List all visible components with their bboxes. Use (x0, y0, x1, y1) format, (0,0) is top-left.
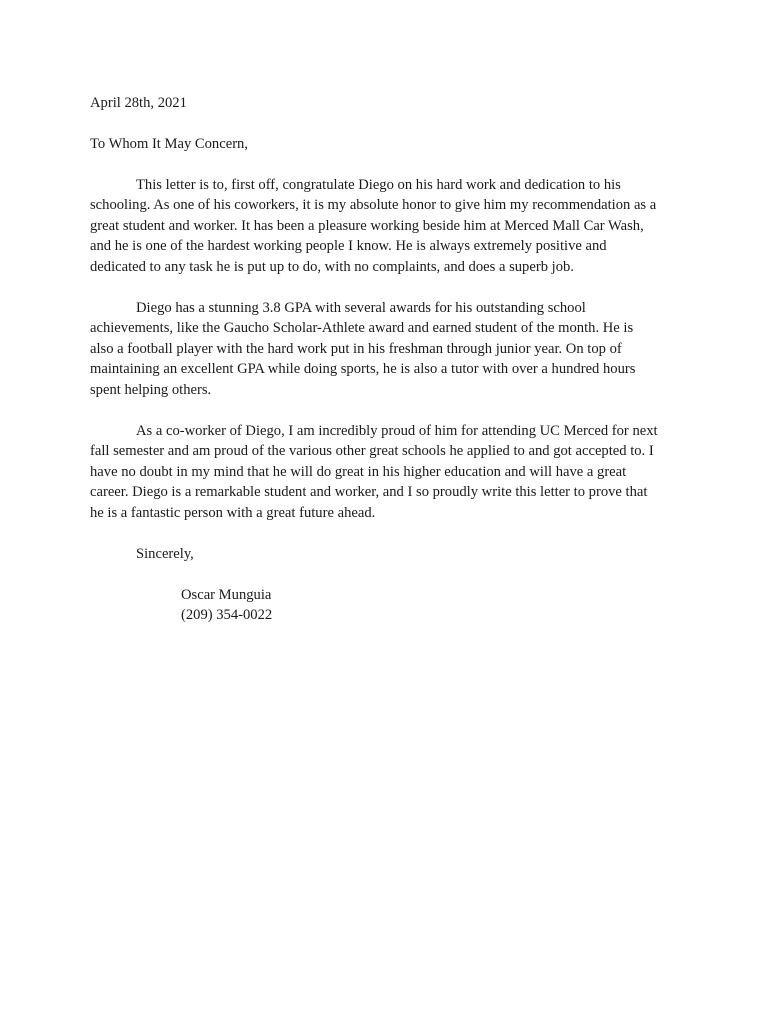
signer-name: Oscar Munguia (181, 587, 272, 603)
paragraph-line: have no doubt in my mind that he will do great in his higher education and will have a great (90, 464, 627, 480)
letter-date: April 28th, 2021 (90, 95, 187, 111)
paragraph-line: spent helping others. (90, 382, 212, 398)
paragraph-line: achievements, like the Gaucho Scholar-Athlete award and earned student of the month. He is (90, 320, 634, 336)
paragraph-line: As a co-worker of Diego, I am incredibly proud of him for attending UC Merced for next (136, 423, 658, 439)
paragraph-line: Diego has a stunning 3.8 GPA with several awards for his outstanding school (136, 300, 586, 316)
letter-salutation: To Whom It May Concern, (90, 136, 248, 152)
paragraph-line: This letter is to, first off, congratulate Diego on his hard work and dedication to his (136, 177, 621, 193)
paragraph-line: schooling. As one of his coworkers, it is my absolute honor to give him my recommendation as a (90, 197, 657, 213)
paragraph-line: also a football player with the hard work put in his freshman through junior year. On top of (90, 341, 622, 357)
paragraph-line: and he is one of the hardest working people I know. He is always extremely positive and (90, 238, 607, 254)
signer-phone: (209) 354-0022 (181, 607, 273, 623)
paragraph-line: maintaining an excellent GPA while doing sports, he is also a tutor with over a hundred hours (90, 361, 636, 377)
paragraph-line: he is a fantastic person with a great future ahead. (90, 505, 376, 521)
paragraph-line: fall semester and am proud of the various other great schools he applied to and got accepted to. I (90, 443, 654, 459)
paragraph-line: great student and worker. It has been a pleasure working beside him at Merced Mall Car Wash, (90, 218, 644, 234)
paragraph-line: dedicated to any task he is put up to do, with no complaints, and does a superb job. (90, 259, 574, 275)
letter-closing: Sincerely, (136, 546, 194, 562)
paragraph-line: career. Diego is a remarkable student and worker, and I so proudly write this letter to prove that (90, 484, 648, 500)
